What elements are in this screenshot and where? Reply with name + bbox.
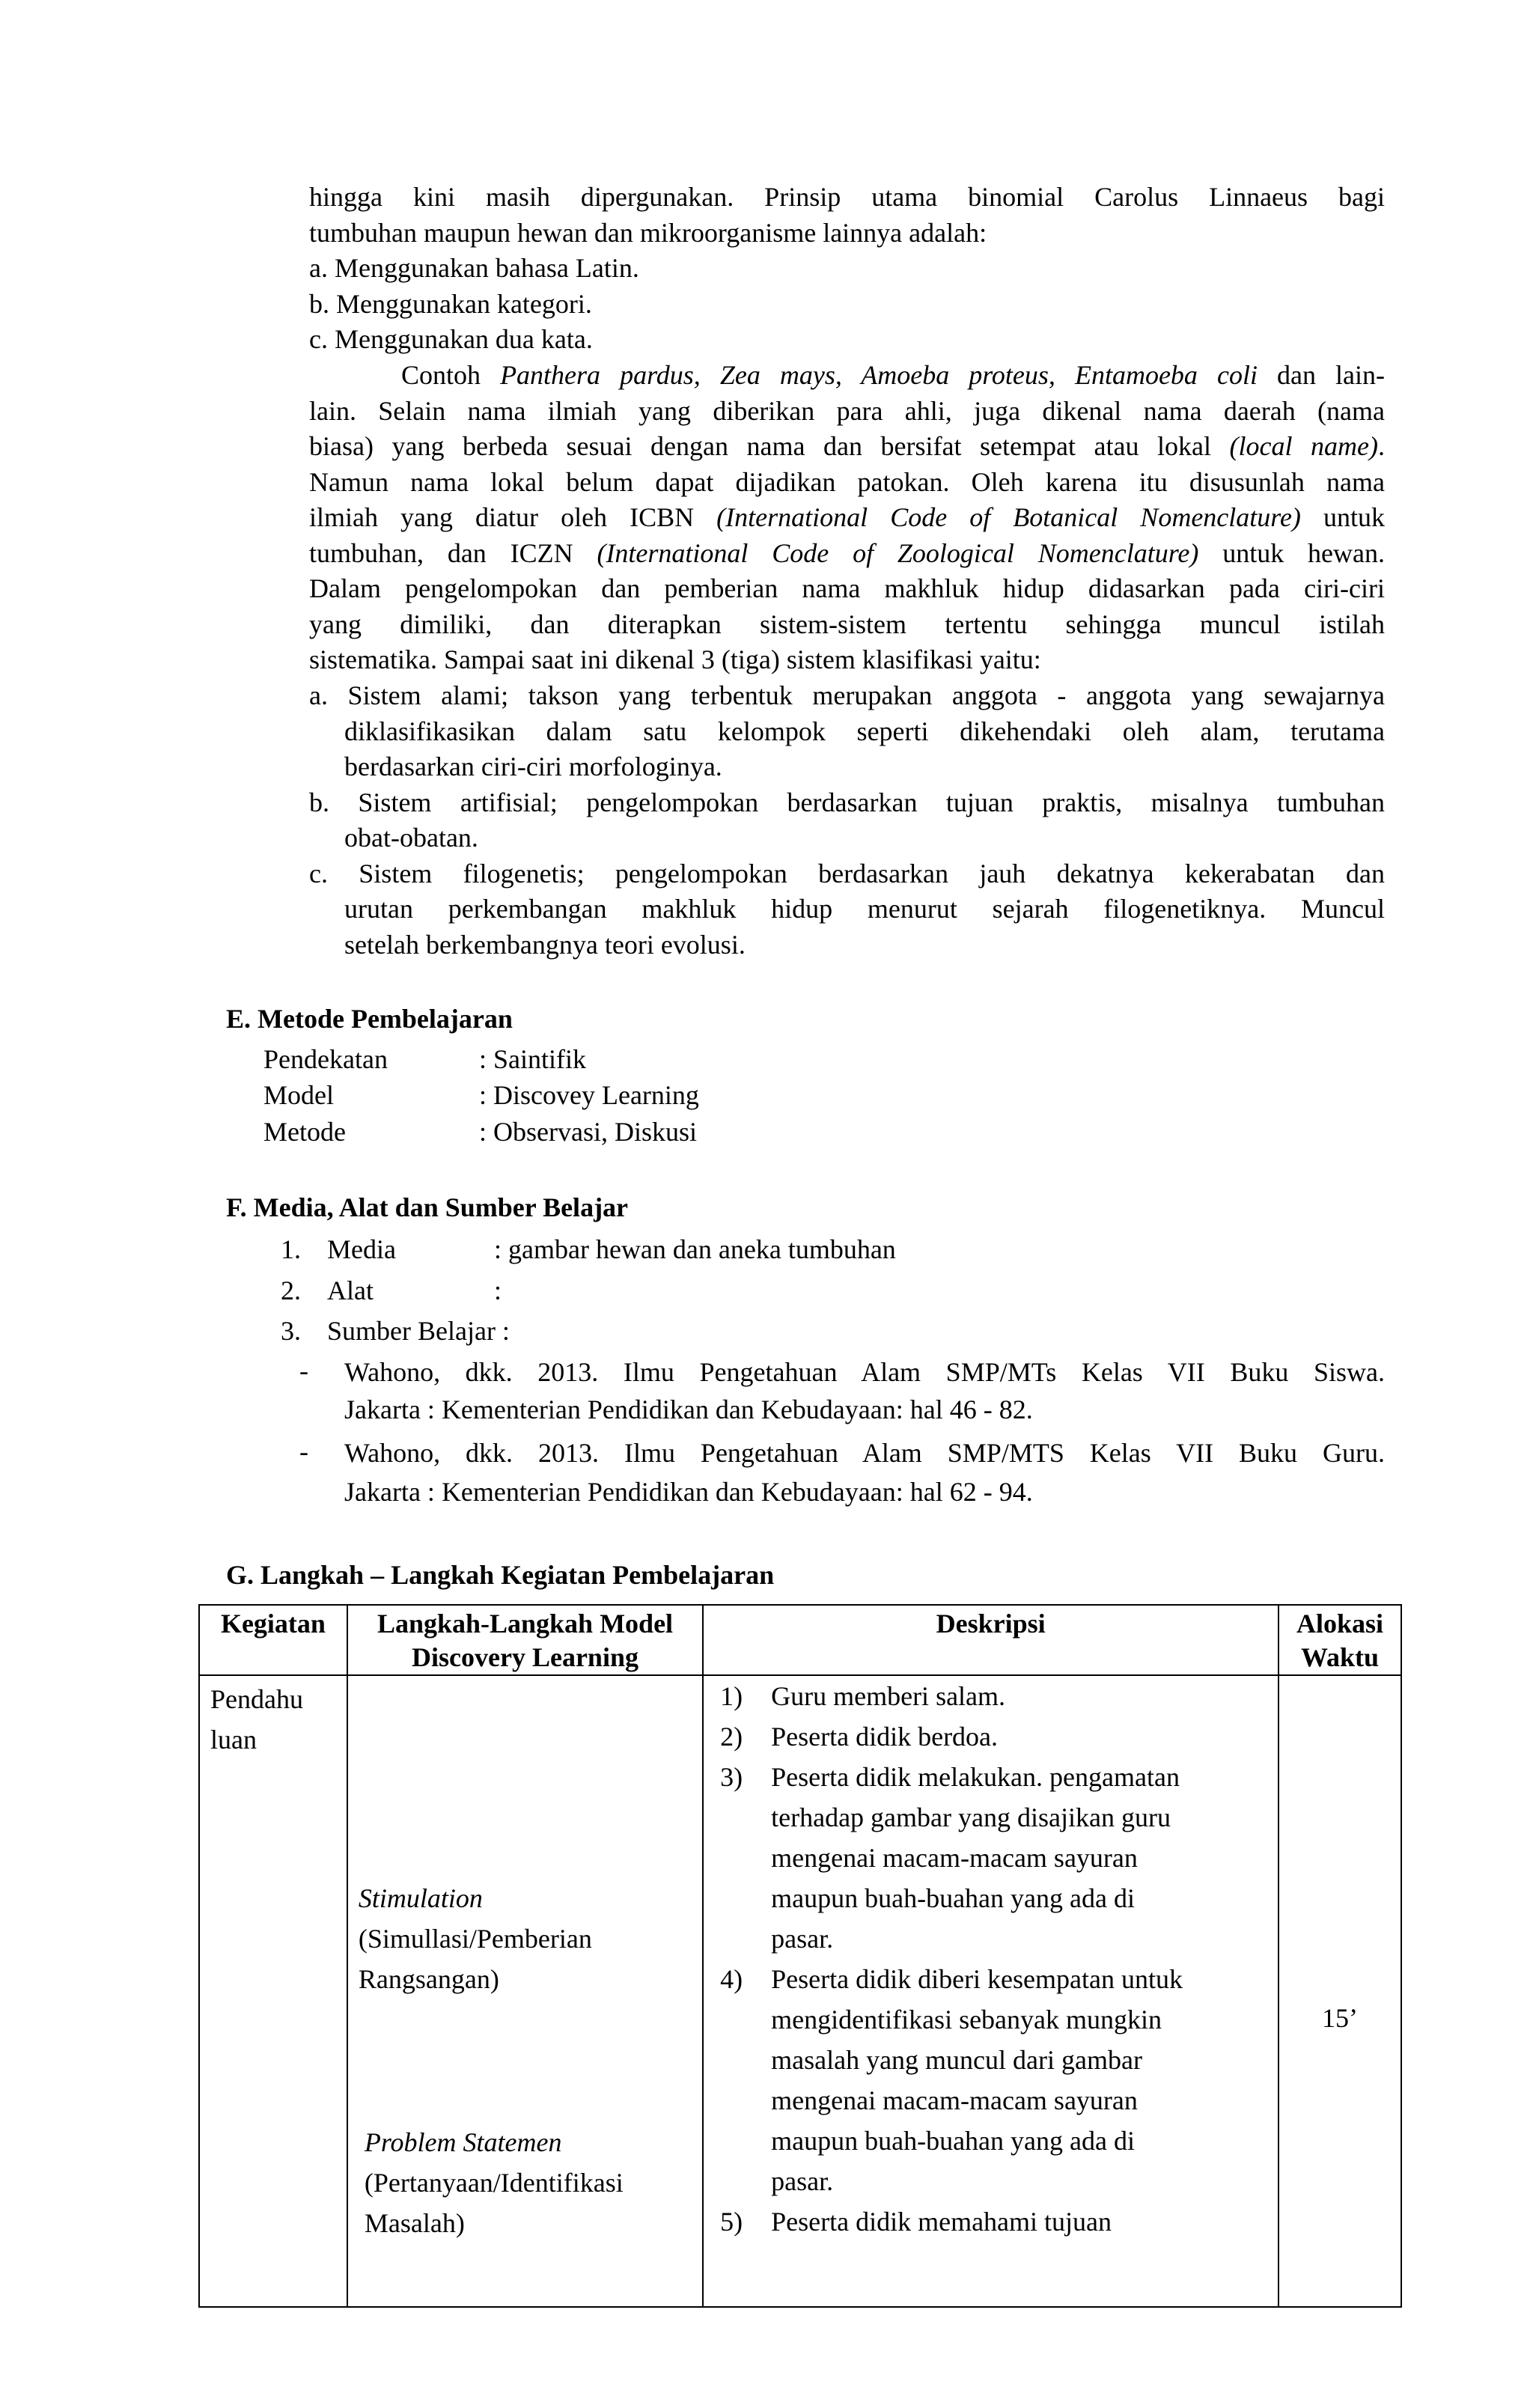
paragraph-line: Namun nama lokal belum dapat dijadikan patokan. Oleh karena itu disusunlah nama xyxy=(309,466,1385,497)
system-item-c-cont: setelah berkembangnya teori evolusi. xyxy=(344,929,746,960)
reference-dash: - xyxy=(299,1356,308,1386)
description-list xyxy=(704,1676,1278,2242)
intro-item-a: a. Menggunakan bahasa Latin. xyxy=(309,253,639,283)
paragraph-line: yang dimiliki, dan diterapkan sistem-sistem tertentu sehingga muncul istilah xyxy=(309,609,1385,639)
description-text: maupun buah-buahan yang ada di xyxy=(771,1883,1135,1913)
description-text: Peserta didik melakukan. pengamatan xyxy=(771,1762,1180,1792)
system-item-b-cont: obat-obatan. xyxy=(344,823,478,853)
paragraph-line: sistematika. Sampai saat ini dikenal 3 (tiga) sistem klasifikasi yaitu: xyxy=(309,644,1041,674)
section-g-heading: G. Langkah – Langkah Kegiatan Pembelajaran xyxy=(226,1560,775,1590)
description-text: Peserta didik diberi kesempatan untuk xyxy=(771,1964,1183,1994)
description-item xyxy=(704,2201,1278,2242)
paragraph-line: Contoh Panthera pardus, Zea mays, Amoeba proteus, Entamoeba coli dan lain- xyxy=(401,360,1385,390)
method-key: Metode xyxy=(263,1117,346,1147)
intro-block xyxy=(309,180,1385,358)
systems-list xyxy=(309,678,1385,963)
alat-value: : xyxy=(494,1275,502,1305)
alat-key: Alat xyxy=(327,1275,374,1305)
header-alokasi: Alokasi Waktu xyxy=(1278,1605,1401,1675)
method-key: Model xyxy=(263,1080,334,1110)
description-number: 4) xyxy=(720,1964,743,1994)
alat-number: 2. xyxy=(281,1275,301,1305)
cell-deskripsi xyxy=(703,1675,1278,2307)
description-text: mengidentifikasi sebanyak mungkin xyxy=(771,2005,1162,2034)
description-item xyxy=(704,1757,1278,1959)
paragraph-line: Dalam pengelompokan dan pemberian nama makhluk hidup didasarkan pada ciri-ciri xyxy=(309,573,1385,603)
description-text: mengenai macam-macam sayuran xyxy=(771,2085,1138,2115)
method-key: Pendekatan xyxy=(263,1044,388,1074)
description-number: 2) xyxy=(720,1722,743,1752)
table-row xyxy=(199,1675,1401,2307)
cell-langkah xyxy=(347,1675,703,2307)
sumber-key: Sumber Belajar : xyxy=(327,1316,510,1346)
system-item-a: a. Sistem alami; takson yang terbentuk merupakan anggota - anggota yang sewajarnya xyxy=(309,680,1385,710)
cell-kegiatan: Pendahu luan xyxy=(199,1675,347,2307)
step-stimulation: Stimulation (Simullasi/Pemberian Rangsangan) xyxy=(358,1883,592,1994)
description-item xyxy=(704,1959,1278,2201)
system-item-c: c. Sistem filogenetis; pengelompokan berdasarkan jauh dekatnya kekerabatan dan xyxy=(309,858,1385,888)
reference-2-line1: Wahono, dkk. 2013. Ilmu Pengetahuan Alam SMP/MTS Kelas VII Buku Guru. xyxy=(344,1438,1385,1468)
description-text: maupun buah-buahan yang ada di xyxy=(771,2126,1135,2156)
body-paragraph xyxy=(309,358,1385,678)
section-e-heading: E. Metode Pembelajaran xyxy=(226,1004,513,1034)
description-text: pasar. xyxy=(771,1924,834,1954)
description-text: Guru memberi salam. xyxy=(771,1681,1006,1711)
media-number: 1. xyxy=(281,1234,301,1264)
system-item-a-cont: berdasarkan ciri-ciri morfologinya. xyxy=(344,752,722,781)
intro-item-b: b. Menggunakan kategori. xyxy=(309,288,592,319)
system-item-c-cont: urutan perkembangan makhluk hidup menurut sejarah filogenetiknya. Muncul xyxy=(344,894,1385,924)
description-item xyxy=(704,1676,1278,1716)
reference-2-line2: Jakarta : Kementerian Pendidikan dan Kebudayaan: hal 62 - 94. xyxy=(344,1477,1033,1507)
description-number: 3) xyxy=(720,1762,743,1792)
header-deskripsi: Deskripsi xyxy=(703,1605,1278,1675)
description-text: pasar. xyxy=(771,2166,834,2196)
system-item-a-cont: diklasifikasikan dalam satu kelompok seperti dikehendaki oleh alam, terutama xyxy=(344,716,1385,746)
system-item-b: b. Sistem artifisial; pengelompokan berdasarkan tujuan praktis, misalnya tumbuhan xyxy=(309,787,1385,817)
header-langkah: Langkah-Langkah Model Discovery Learning xyxy=(347,1605,703,1675)
description-text: terhadap gambar yang disajikan guru xyxy=(771,1802,1171,1832)
table-header-row xyxy=(199,1605,1401,1675)
reference-1-line1: Wahono, dkk. 2013. Ilmu Pengetahuan Alam SMP/MTs Kelas VII Buku Siswa. xyxy=(344,1357,1385,1387)
description-text: Peserta didik berdoa. xyxy=(771,1722,999,1752)
method-value: : Observasi, Diskusi xyxy=(479,1117,697,1147)
step-problem-statement: Problem Statemen (Pertanyaan/Identifikasi Masalah) xyxy=(364,2127,624,2238)
method-value: : Saintifik xyxy=(479,1044,586,1074)
intro-item-c: c. Menggunakan dua kata. xyxy=(309,324,593,354)
learning-steps-table xyxy=(198,1604,1402,2308)
description-number: 5) xyxy=(720,2207,743,2237)
description-text: mengenai macam-macam sayuran xyxy=(771,1843,1138,1873)
intro-line: tumbuhan maupun hewan dan mikroorganisme lainnya adalah: xyxy=(309,217,987,248)
sumber-number: 3. xyxy=(281,1316,301,1346)
header-kegiatan: Kegiatan xyxy=(199,1605,347,1675)
reference-1-line2: Jakarta : Kementerian Pendidikan dan Kebudayaan: hal 46 - 82. xyxy=(344,1394,1033,1424)
paragraph-line: biasa) yang berbeda sesuai dengan nama dan bersifat setempat atau lokal (local name). xyxy=(309,431,1386,461)
cell-alokasi xyxy=(1278,1675,1401,2307)
media-value: : gambar hewan dan aneka tumbuhan xyxy=(494,1234,896,1264)
description-number: 1) xyxy=(720,1681,743,1711)
paragraph-line: tumbuhan, dan ICZN (International Code of Zoological Nomenclature) untuk hewan. xyxy=(309,537,1385,568)
method-value: : Discovey Learning xyxy=(479,1080,699,1110)
intro-line: hingga kini masih dipergunakan. Prinsip utama binomial Carolus Linnaeus bagi xyxy=(309,182,1385,212)
paragraph-line: ilmiah yang diatur oleh ICBN (International Code of Botanical Nomenclature) untuk xyxy=(309,502,1385,532)
section-f-heading: F. Media, Alat dan Sumber Belajar xyxy=(226,1192,629,1222)
description-text: Peserta didik memahami tujuan xyxy=(771,2207,1112,2237)
alokasi-waktu: 15’ xyxy=(1322,2003,1359,2033)
paragraph-line: lain. Selain nama ilmiah yang diberikan para ahli, juga dikenal nama daerah (nama xyxy=(309,395,1385,426)
description-item xyxy=(704,1716,1278,1757)
description-text: masalah yang muncul dari gambar xyxy=(771,2045,1142,2075)
reference-dash: - xyxy=(299,1436,308,1466)
media-key: Media xyxy=(327,1234,396,1264)
